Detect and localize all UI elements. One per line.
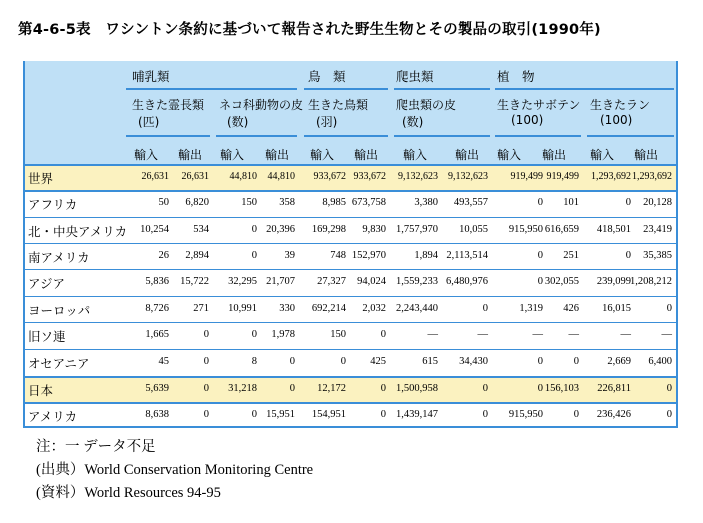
- export-label: 輸出: [354, 148, 379, 162]
- row-divider: [25, 164, 676, 166]
- table-cell: 152,970: [351, 250, 386, 261]
- table-cell: 150: [241, 197, 257, 208]
- table-cell: 21,707: [266, 276, 295, 287]
- group-mammals-underline: [126, 88, 297, 90]
- table-cell: 1,208,212: [630, 276, 672, 287]
- group-plants-underline: [495, 88, 674, 90]
- table-cell: —: [568, 329, 579, 340]
- table-cell: 330: [279, 303, 295, 314]
- row-divider: [25, 322, 676, 323]
- table-cell: 0: [251, 329, 257, 340]
- table-cell: 35,385: [643, 250, 672, 261]
- row-label: ヨーロッパ: [28, 303, 91, 318]
- table-cell: 1,894: [414, 250, 438, 261]
- export-label: 輸出: [178, 148, 203, 162]
- table-cell: 915,950: [508, 409, 543, 420]
- table-cell: 26,631: [141, 171, 169, 182]
- table-cell: 426: [563, 303, 579, 314]
- row-label: オセアニア: [28, 356, 90, 371]
- table-cell: 0: [537, 356, 543, 367]
- table-cell: —: [532, 329, 543, 340]
- table-cell: 15,722: [180, 276, 209, 287]
- table-cell: —: [477, 329, 488, 340]
- table-cell: 251: [563, 250, 579, 261]
- table-cell: 0: [666, 409, 672, 420]
- table-cell: 0: [625, 197, 631, 208]
- table-cell: 933,672: [353, 171, 386, 182]
- import-label: 輸入: [134, 148, 159, 162]
- table-cell: 692,214: [311, 303, 346, 314]
- table-cell: 3,380: [414, 197, 438, 208]
- table-cell: 26,631: [181, 171, 209, 182]
- table-cell: 919,499: [546, 171, 579, 182]
- table-cell: 0: [380, 329, 386, 340]
- table-cell: 0: [251, 409, 257, 420]
- table-cell: 1,293,692: [632, 171, 672, 182]
- table-cell: 27,327: [317, 276, 346, 287]
- col-reptile-skins: 爬虫類の皮: [396, 98, 457, 112]
- group-mammals: 哺乳類: [132, 69, 170, 84]
- row-divider: [25, 269, 676, 270]
- col-underline: [495, 135, 581, 137]
- table-cell: 0: [203, 409, 209, 420]
- row-label: アジア: [28, 276, 66, 291]
- table-cell: 0: [203, 383, 209, 394]
- table-cell: 0: [289, 356, 295, 367]
- import-label: 輸入: [403, 148, 428, 162]
- row-label: 北・中央アメリカ: [28, 224, 128, 239]
- row-divider: [25, 217, 676, 218]
- table-cell: 0: [666, 383, 672, 394]
- import-label: 輸入: [220, 148, 245, 162]
- page-title: 第4-6-5表 ワシントン条約に基づいて報告された野生生物とその製品の取引(1990年): [18, 22, 601, 38]
- group-plants: 植 物: [497, 69, 535, 84]
- table-cell: 20,396: [266, 224, 295, 235]
- table-cell: 358: [279, 197, 295, 208]
- table-cell: 0: [537, 197, 543, 208]
- table-cell: 534: [193, 224, 209, 235]
- table-cell: 0: [380, 409, 386, 420]
- row-label: 南アメリカ: [28, 250, 90, 265]
- row-divider: [25, 296, 676, 297]
- table-cell: 10,254: [140, 224, 169, 235]
- row-divider: [25, 190, 676, 192]
- table-header: [25, 61, 676, 164]
- col-live-cacti-unit: (100): [511, 113, 544, 127]
- table-cell: 1,500,958: [396, 383, 438, 394]
- table-cell: 1,757,970: [396, 224, 438, 235]
- col-live-orchids: 生きたラン: [590, 98, 651, 112]
- table-cell: 271: [193, 303, 209, 314]
- group-reptiles: 爬虫類: [396, 69, 434, 84]
- col-cat-skins: ネコ科動物の皮: [219, 98, 304, 112]
- table-cell: 8,726: [145, 303, 169, 314]
- table-cell: 1,293,692: [591, 171, 631, 182]
- col-live-birds: 生きた鳥類: [308, 98, 369, 112]
- table-cell: 26: [158, 250, 169, 261]
- table-cell: 0: [482, 303, 488, 314]
- table-cell: 673,758: [351, 197, 386, 208]
- table-cell: 1,665: [145, 329, 169, 340]
- table-cell: 5,836: [145, 276, 169, 287]
- col-live-primates: 生きた霊長類: [132, 98, 205, 112]
- group-birds: 鳥 類: [308, 69, 346, 84]
- table-cell: 150: [330, 329, 346, 340]
- col-underline: [216, 135, 297, 137]
- table-cell: —: [427, 329, 438, 340]
- table-cell: 2,669: [607, 356, 631, 367]
- table-cell: 6,820: [185, 197, 209, 208]
- table-cell: 34,430: [459, 356, 488, 367]
- table-cell: 302,055: [544, 276, 579, 287]
- table-cell: 2,032: [362, 303, 386, 314]
- row-divider: [25, 376, 676, 378]
- col-cat-skins-unit: (数): [227, 115, 249, 129]
- data-table: [23, 61, 678, 428]
- export-label: 輸出: [455, 148, 480, 162]
- table-cell: 10,991: [228, 303, 257, 314]
- table-cell: 425: [370, 356, 386, 367]
- row-label: 日本: [28, 383, 54, 398]
- table-cell: 1,319: [519, 303, 543, 314]
- table-cell: 8,638: [145, 409, 169, 420]
- table-cell: 933,672: [313, 171, 346, 182]
- table-cell: 0: [573, 409, 579, 420]
- row-label: アフリカ: [28, 197, 78, 212]
- table-cell: 0: [251, 250, 257, 261]
- table-cell: 1,439,147: [396, 409, 438, 420]
- table-cell: 1,559,233: [396, 276, 438, 287]
- table-cell: 418,501: [596, 224, 631, 235]
- table-cell: 1,978: [271, 329, 295, 340]
- table-cell: 9,132,623: [398, 171, 438, 182]
- table-cell: 0: [666, 303, 672, 314]
- table-cell: 15,951: [266, 409, 295, 420]
- footnotes: [36, 436, 313, 505]
- table-cell: 44,810: [229, 171, 257, 182]
- table-cell: 12,172: [317, 383, 346, 394]
- col-underline: [394, 135, 490, 137]
- table-cell: 32,295: [228, 276, 257, 287]
- import-label: 輸入: [590, 148, 615, 162]
- table-cell: 0: [573, 356, 579, 367]
- note-source: (出典）World Conservation Monitoring Centre: [36, 462, 314, 478]
- table-cell: —: [661, 329, 672, 340]
- table-cell: 101: [563, 197, 579, 208]
- table-cell: 0: [537, 250, 543, 261]
- table-cell: 2,894: [185, 250, 209, 261]
- table-cell: 0: [537, 276, 543, 287]
- row-divider: [25, 349, 676, 350]
- table-cell: 31,218: [228, 383, 257, 394]
- group-reptiles-underline: [394, 88, 490, 90]
- table-cell: 239,099: [596, 276, 631, 287]
- table-cell: 156,103: [544, 383, 579, 394]
- col-live-cacti: 生きたサボテン: [497, 98, 581, 112]
- table-cell: 748: [330, 250, 346, 261]
- table-cell: 44,810: [267, 171, 295, 182]
- col-live-orchids-unit: (100): [600, 113, 633, 127]
- table-cell: 9,132,623: [448, 171, 488, 182]
- row-divider: [25, 243, 676, 244]
- table-cell: 493,557: [453, 197, 488, 208]
- table-cell: 0: [203, 356, 209, 367]
- table-cell: 8: [251, 356, 257, 367]
- export-label: 輸出: [542, 148, 567, 162]
- table-cell: 0: [251, 224, 257, 235]
- import-label: 輸入: [497, 148, 522, 162]
- export-label: 輸出: [265, 148, 290, 162]
- table-cell: 615: [422, 356, 438, 367]
- row-label: 世界: [28, 171, 54, 186]
- note-material: (資料）World Resources 94-95: [36, 485, 221, 501]
- table-cell: 45: [158, 356, 169, 367]
- table-cell: 16,015: [602, 303, 631, 314]
- row-label: 旧ソ連: [28, 329, 66, 344]
- col-reptile-skins-unit: (数): [402, 115, 424, 129]
- row-divider: [25, 402, 676, 404]
- table-cell: 919,499: [510, 171, 543, 182]
- import-label: 輸入: [310, 148, 335, 162]
- table-cell: 0: [537, 383, 543, 394]
- table-cell: —: [620, 329, 631, 340]
- table-cell: 2,113,514: [446, 250, 488, 261]
- table-cell: 23,419: [643, 224, 672, 235]
- table-cell: 2,243,440: [396, 303, 438, 314]
- table-cell: 0: [482, 409, 488, 420]
- table-cell: 39: [284, 250, 295, 261]
- note-missing-data: 注：一 データ不足: [36, 439, 156, 455]
- table-cell: 0: [340, 356, 346, 367]
- col-underline: [126, 135, 210, 137]
- col-underline: [304, 135, 388, 137]
- table-cell: 616,659: [544, 224, 579, 235]
- table-cell: 915,950: [508, 224, 543, 235]
- table-cell: 94,024: [357, 276, 386, 287]
- table-cell: 154,951: [311, 409, 346, 420]
- col-underline: [587, 135, 674, 137]
- col-live-birds-unit: (羽): [316, 115, 338, 129]
- table-cell: 226,811: [597, 383, 631, 394]
- table-cell: 0: [289, 383, 295, 394]
- table-cell: 236,426: [596, 409, 631, 420]
- table-cell: 20,128: [643, 197, 672, 208]
- table-cell: 0: [482, 383, 488, 394]
- export-label: 輸出: [634, 148, 659, 162]
- table-cell: 0: [625, 250, 631, 261]
- table-cell: 6,480,976: [446, 276, 488, 287]
- table-cell: 50: [158, 197, 169, 208]
- table-cell: 10,055: [459, 224, 488, 235]
- table-cell: 0: [203, 329, 209, 340]
- table-cell: 8,985: [322, 197, 346, 208]
- table-cell: 6,400: [648, 356, 672, 367]
- table-cell: 169,298: [311, 224, 346, 235]
- table-cell: 0: [380, 383, 386, 394]
- row-label: アメリカ: [28, 409, 78, 424]
- table-cell: 5,639: [145, 383, 169, 394]
- table-cell: 9,830: [362, 224, 386, 235]
- col-live-primates-unit: (匹): [138, 115, 160, 129]
- group-birds-underline: [304, 88, 388, 90]
